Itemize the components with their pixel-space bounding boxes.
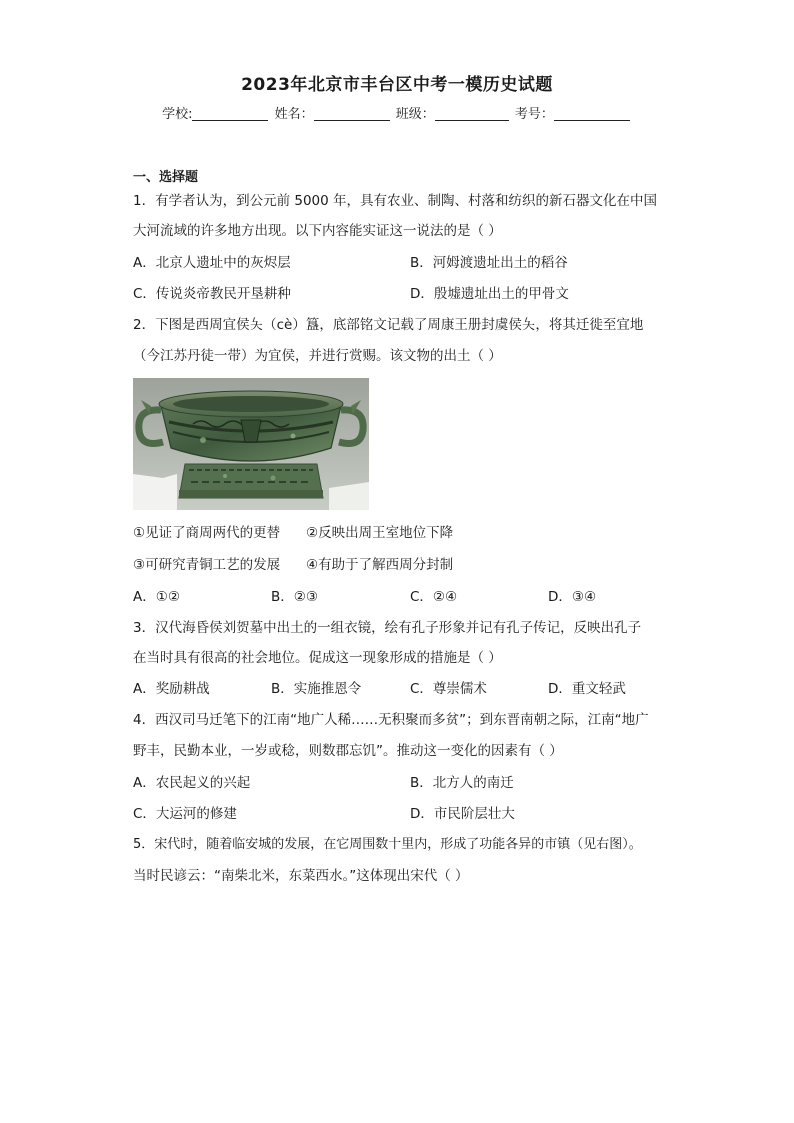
section-heading: 一、选择题: [133, 170, 199, 185]
q1-option-a[interactable]: A．北京人遗址中的灰烬层: [133, 255, 291, 271]
school-field: [162, 103, 270, 122]
q2-statement-2: ②反映出周王室地位下降: [306, 525, 454, 541]
q2-statement-4: ④有助于了解西周分封制: [306, 557, 454, 573]
student-info-line: [0, 103, 794, 122]
q3-option-b[interactable]: B．实施推恩令: [271, 681, 362, 697]
class-label: 班级：: [395, 107, 435, 122]
q4-option-b[interactable]: B．北方人的南迁: [410, 775, 514, 791]
q1-option-b[interactable]: B．河姆渡遗址出土的稻谷: [410, 255, 568, 271]
q4-option-c[interactable]: C．大运河的修建: [133, 806, 237, 822]
exam-number-field: [515, 103, 632, 122]
exam-number-label: 考号：: [514, 107, 554, 122]
class-blank[interactable]: [435, 106, 509, 121]
q1-option-d[interactable]: D．殷墟遗址出土的甲骨文: [410, 286, 569, 302]
q2-stem-line2: （今江苏丹徒一带）为宜侯，并进行赏赐。该文物的出土（ ）: [133, 348, 502, 364]
q4-stem-line1: 4．西汉司马迁笔下的江南“地广人稀……无积聚而多贫”；到东晋南朝之际，江南“地广: [133, 712, 649, 728]
q3-option-c[interactable]: C．尊崇儒术: [410, 681, 487, 697]
name-field: [275, 103, 392, 122]
q2-statement-3: ③可研究青铜工艺的发展: [133, 557, 281, 573]
bronze-gui-vessel-photo: [133, 378, 369, 510]
q4-option-d[interactable]: D．市民阶层壮大: [410, 806, 515, 822]
q4-option-a[interactable]: A．农民起义的兴起: [133, 775, 251, 791]
q1-option-c[interactable]: C．传说炎帝教民开垦耕种: [133, 286, 291, 302]
q5-stem-line2: 当时民谚云：“南柴北米，东菜西水。”这体现出宋代（ ）: [133, 868, 469, 884]
exam-title: 2023年北京市丰台区中考一模历史试题: [241, 75, 553, 95]
bronze-vessel-image: [133, 378, 369, 510]
q4-stem-line2: 野丰，民勤本业，一岁或稔，则数郡忘饥”。推动这一变化的因素有（ ）: [133, 743, 563, 759]
q2-option-d[interactable]: D．③④: [548, 589, 597, 605]
q1-stem-line2: 大河流域的许多地方出现。以下内容能实证这一说法的是（ ）: [133, 223, 502, 239]
exam-number-blank[interactable]: [554, 106, 630, 121]
q3-option-d[interactable]: D．重文轻武: [548, 681, 626, 697]
school-blank[interactable]: [192, 106, 268, 121]
q3-stem-line1: 3．汉代海昏侯刘贺墓中出土的一组衣镜，绘有孔子形象并记有孔子传记，反映出孔子: [133, 620, 642, 636]
name-blank[interactable]: [314, 106, 390, 121]
q2-option-a[interactable]: A．①②: [133, 589, 180, 605]
q3-stem-line2: 在当时具有很高的社会地位。促成这一现象形成的措施是（ ）: [133, 650, 502, 666]
q2-stem-line1: 2．下图是西周宜侯夨（cè）簋，底部铭文记载了周康王册封虞侯夨，将其迁徙至宜地: [133, 317, 644, 333]
q3-option-a[interactable]: A．奖励耕战: [133, 681, 210, 697]
q1-stem-line1: 1．有学者认为，到公元前 5000 年，具有农业、制陶、村落和纺织的新石器文化在中国: [133, 193, 658, 209]
school-label: 学校:: [162, 107, 193, 122]
q2-option-b[interactable]: B．②③: [271, 589, 318, 605]
q2-statement-1: ①见证了商周两代的更替: [133, 525, 281, 541]
q2-option-c[interactable]: C．②④: [410, 589, 458, 605]
name-label: 姓名：: [274, 107, 314, 122]
class-field: [396, 103, 511, 122]
q5-stem-line1: 5．宋代时，随着临安城的发展，在它周围数十里内，形成了功能各异的市镇（见右图）。: [133, 837, 642, 852]
